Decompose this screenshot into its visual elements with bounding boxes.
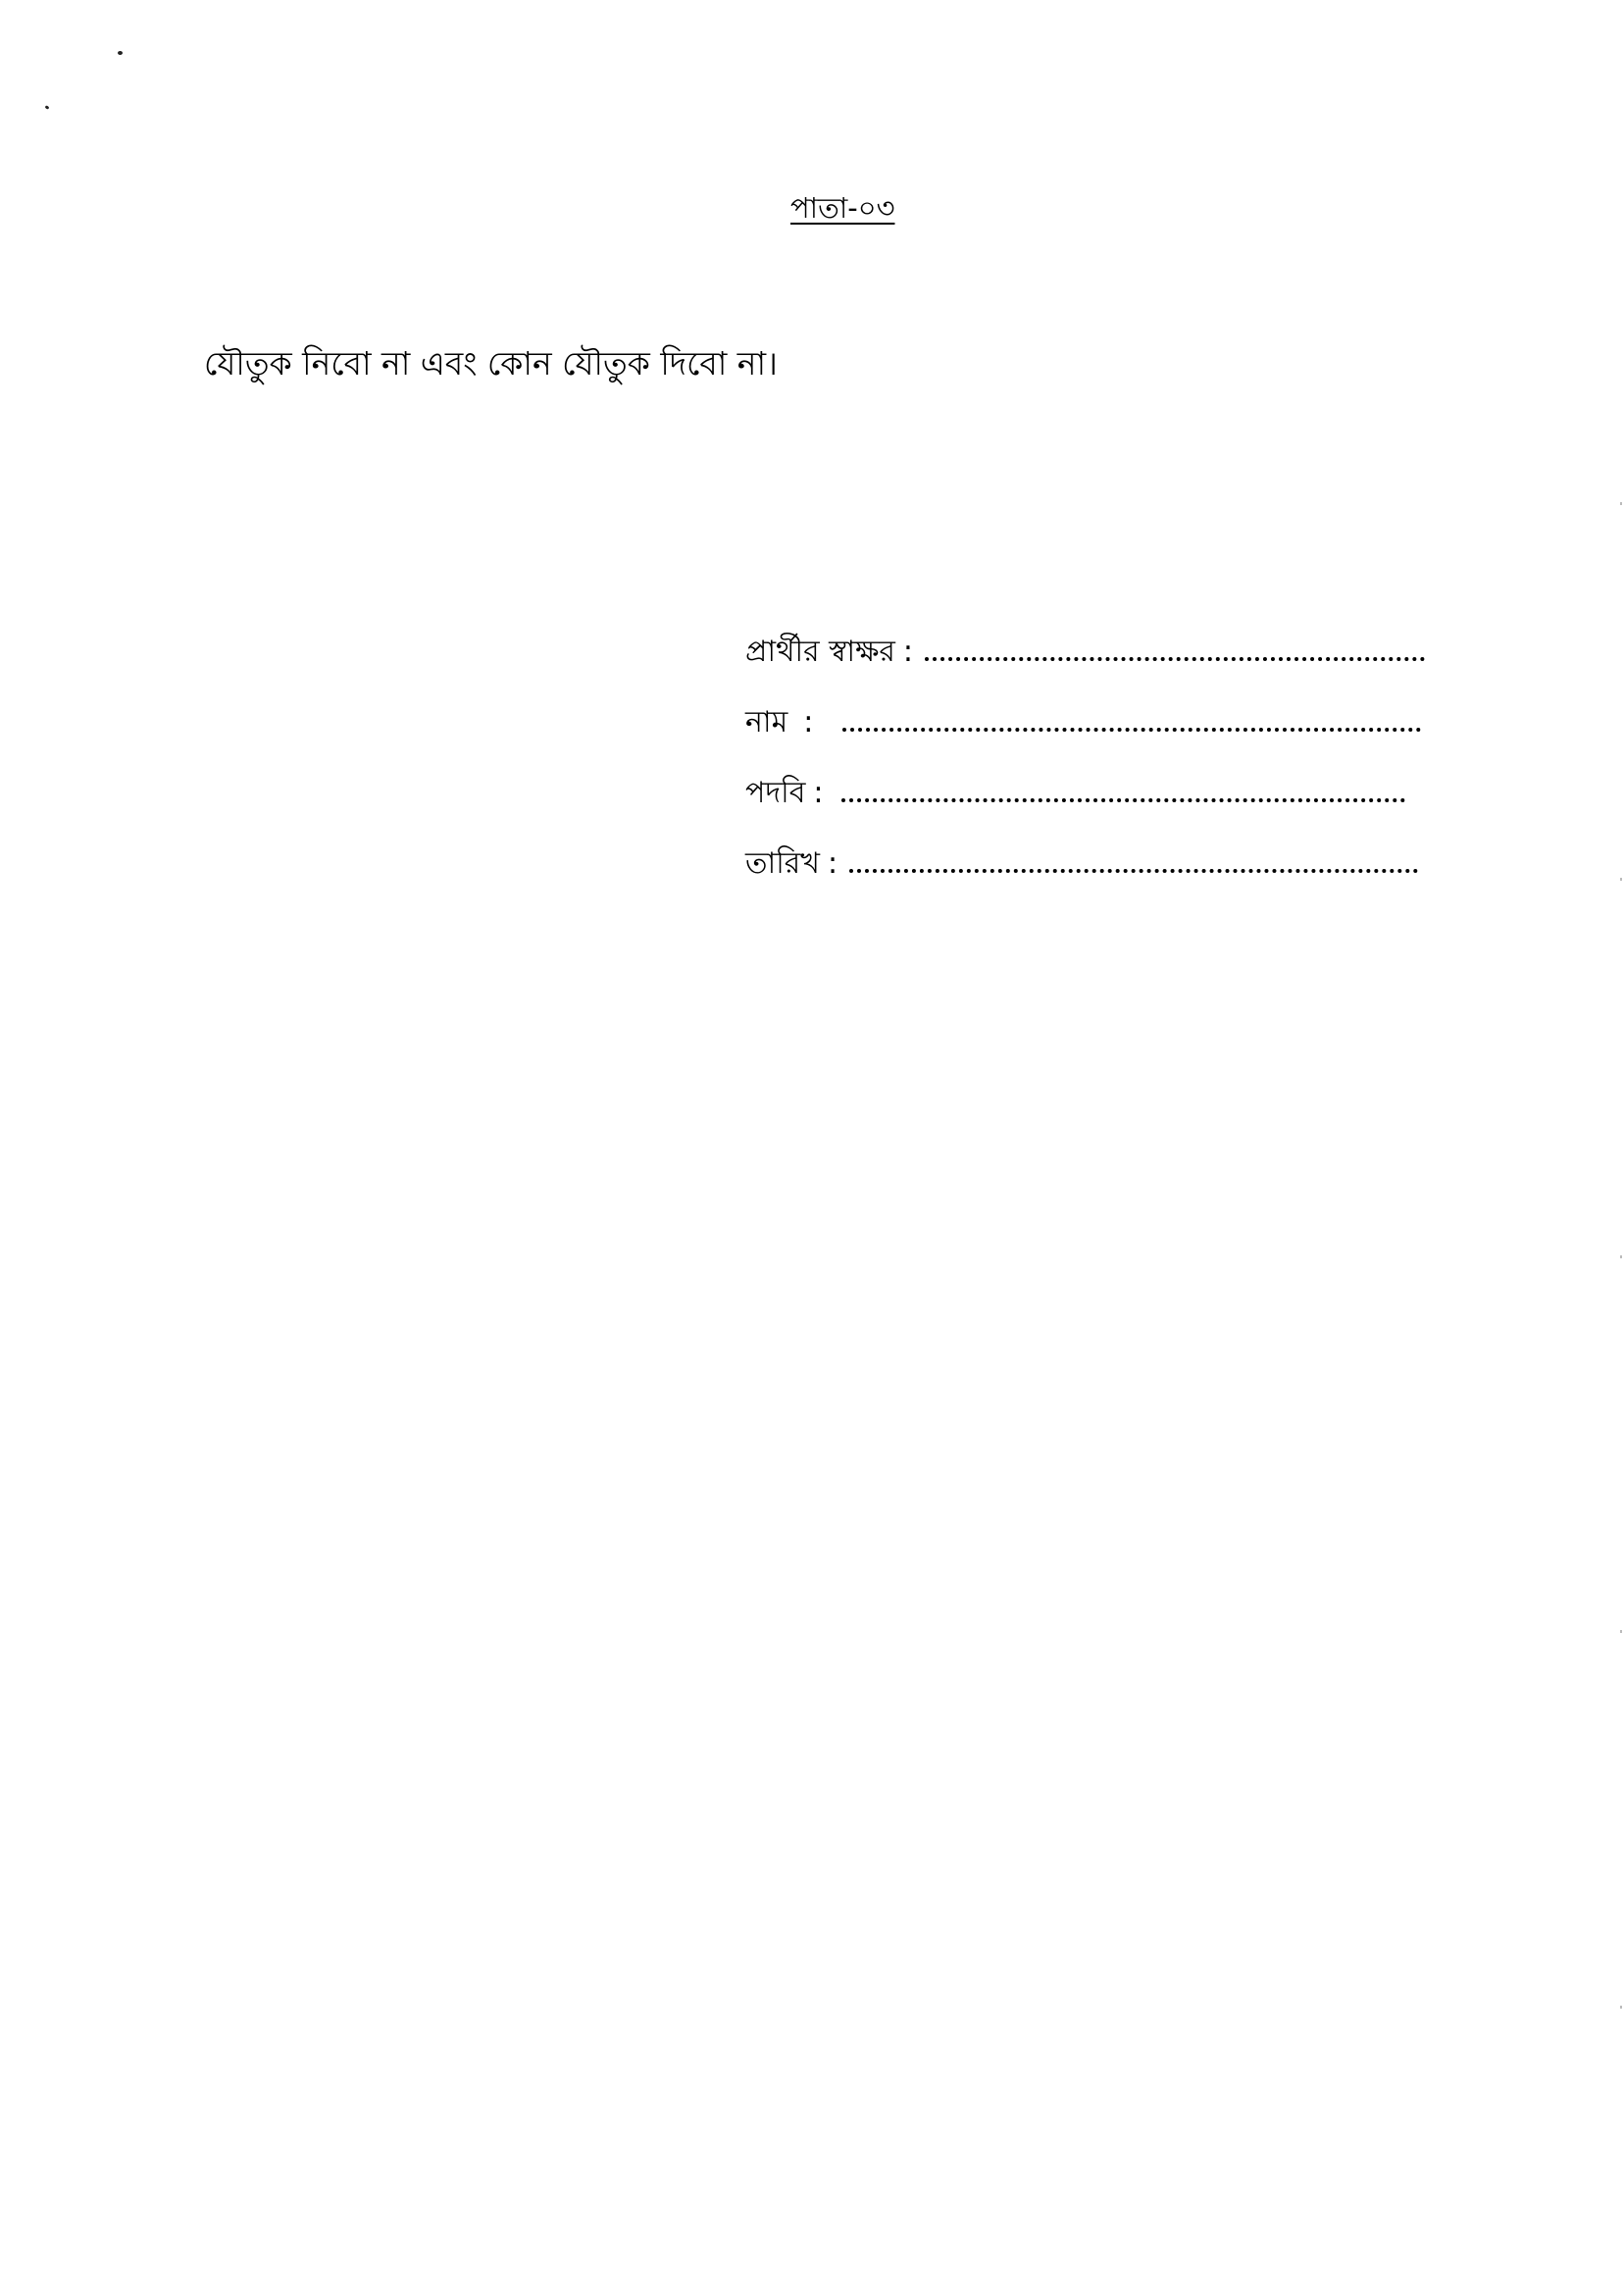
pledge-statement: যৌতুক নিবো না এবং কোন যৌতুক দিবো না। xyxy=(204,344,778,382)
date-label: তারিখ xyxy=(745,846,820,881)
designation-label: পদবি xyxy=(745,776,806,810)
scan-edge-mark xyxy=(1620,2006,1622,2009)
signature-label: প্রার্থীর স্বাক্ষর xyxy=(745,635,895,669)
scan-edge-mark xyxy=(1620,1255,1622,1258)
signature-field[interactable] xyxy=(925,649,1425,661)
signature-row xyxy=(745,628,1451,698)
separator: : xyxy=(813,776,824,810)
separator: : xyxy=(828,846,838,881)
page-number: পাতা-০৩ xyxy=(790,191,895,225)
scan-edge-mark xyxy=(1620,1630,1622,1633)
designation-row xyxy=(745,769,1451,840)
name-label: নাম xyxy=(745,705,788,739)
separator: : xyxy=(803,705,814,739)
scan-speck xyxy=(118,51,123,55)
separator: : xyxy=(902,635,914,669)
scan-edge-mark xyxy=(1620,502,1622,505)
signature-block xyxy=(745,628,1451,910)
name-field[interactable] xyxy=(842,720,1421,732)
scan-speck xyxy=(45,105,50,110)
scan-edge-mark xyxy=(1620,878,1622,881)
date-row xyxy=(745,840,1451,910)
name-row xyxy=(745,698,1451,769)
designation-field[interactable] xyxy=(841,790,1405,802)
date-field[interactable] xyxy=(849,861,1418,873)
